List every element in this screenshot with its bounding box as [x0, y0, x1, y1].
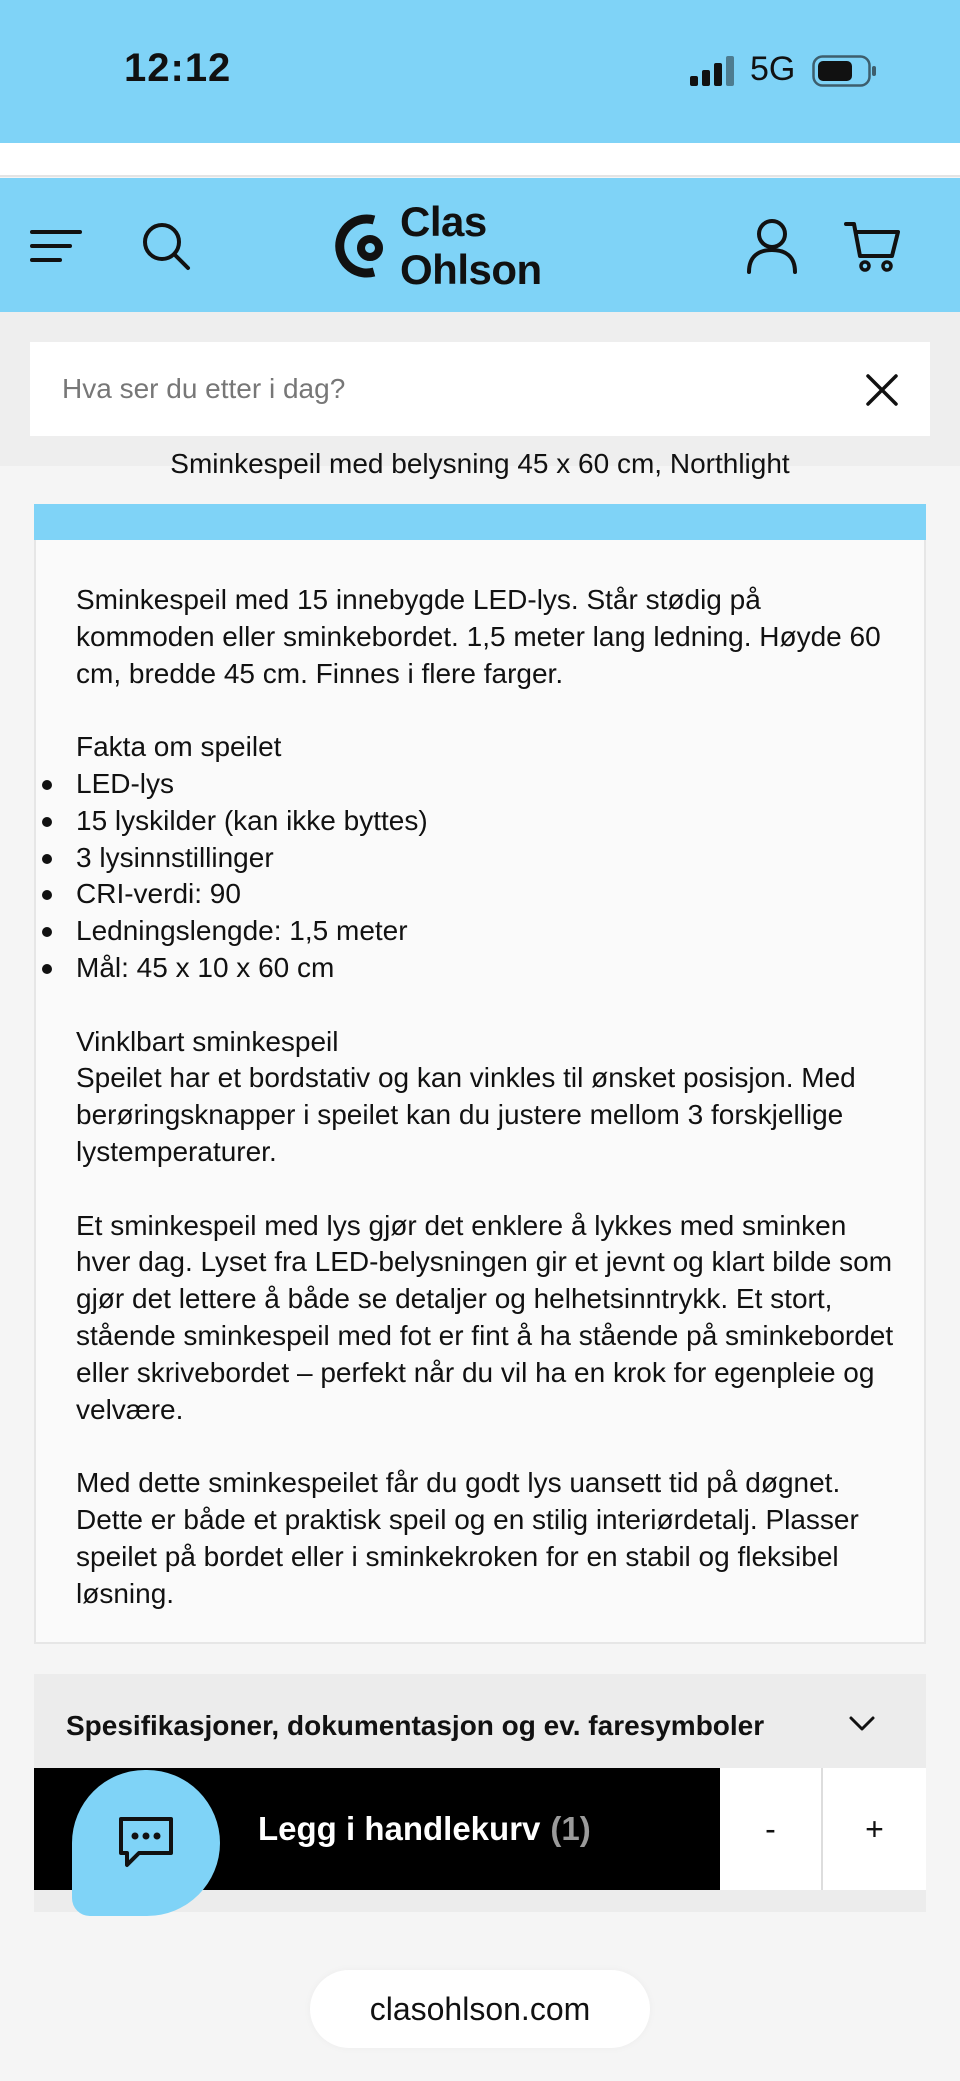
list-item: Ledningslengde: 1,5 meter: [76, 913, 906, 950]
close-icon[interactable]: [864, 372, 900, 408]
description-text: [76, 582, 906, 1612]
product-description: [34, 504, 926, 1644]
tilt-heading: Vinklbart sminkespeil: [76, 1025, 339, 1057]
user-icon[interactable]: [746, 218, 798, 274]
product-title-strip: [0, 448, 960, 504]
browser-url-pill[interactable]: [310, 1970, 650, 2048]
list-item: LED-lys: [76, 766, 906, 803]
brand-logo[interactable]: [334, 198, 634, 293]
list-item: Mål: 45 x 10 x 60 cm: [76, 950, 906, 987]
signal-icon: [690, 56, 738, 86]
list-item: 15 lyskilder (kan ikke byttes): [76, 803, 906, 840]
tilt-text: Speilet har et bordstativ og kan vinkles til ønsket posisjon. Med berøringsknapper i speilet kan du justere mellom 3 forskjellige lystemperaturer.: [76, 1062, 856, 1167]
decrease-quantity-button[interactable]: -: [720, 1768, 823, 1890]
product-title: Sminkespeil med belysning 45 x 60 cm, Northlight: [170, 448, 790, 479]
clas-ohlson-logo-icon: [334, 214, 396, 278]
facts-list: [76, 766, 906, 987]
network-label: 5G: [750, 50, 796, 88]
description-paragraph: Et sminkespeil med lys gjør det enklere å lykkes med sminken hver dag. Lyset fra LED-belysningen gir et jevnt og klart bilde som gjør det lettere å både se detaljer og helhetsinntrykk. Et stort, stående sminkespeil med fot er fint å ha stående på sminkebordet eller skrivebordet – perfekt når du vil ha en krok for egenpleie og velvære.: [76, 1209, 894, 1425]
list-item: 3 lysinnstillinger: [76, 840, 906, 877]
accordion-label[interactable]: Spesifikasjoner, dokumentasjon og ev. faresymboler: [66, 1710, 765, 1741]
chevron-down-icon[interactable]: [848, 1714, 876, 1734]
search-input[interactable]: [62, 359, 842, 419]
search-icon[interactable]: [140, 220, 192, 272]
description-accent-bar: [34, 504, 926, 540]
menu-icon[interactable]: [30, 226, 82, 266]
cart-icon[interactable]: [844, 220, 902, 272]
increase-quantity-button[interactable]: +: [823, 1768, 926, 1890]
list-item: CRI-verdi: 90: [76, 876, 906, 913]
cart-quantity: (1): [550, 1810, 591, 1847]
facts-heading: Fakta om speilet: [76, 731, 282, 763]
search-box[interactable]: [30, 342, 930, 436]
site-header: [0, 178, 960, 312]
chat-icon: [115, 1813, 177, 1873]
chat-button[interactable]: [72, 1770, 220, 1916]
brand-name: Clas Ohlson: [400, 198, 542, 293]
header-divider: [0, 143, 960, 177]
status-time: 12:12: [124, 46, 232, 90]
description-intro: Sminkespeil med 15 innebygde LED-lys. Står stødig på kommoden eller sminkebordet. 1,5 meter lang ledning. Høyde 60 cm, bredde 45 cm. Finnes i flere farger.: [76, 584, 881, 689]
status-bar: [0, 0, 960, 143]
url-text: clasohlson.com: [369, 1990, 591, 2027]
add-to-cart-label: Legg i handlekurv: [258, 1810, 541, 1847]
battery-icon: [812, 55, 878, 87]
description-paragraph: Med dette sminkespeilet får du godt lys uansett tid på døgnet. Dette er både et praktisk speil og en stilig interiørdetalj. Plasser speilet på bordet eller i sminkekroken for en stabil og fleksibel løsning.: [76, 1467, 859, 1609]
search-bar: [0, 312, 960, 466]
